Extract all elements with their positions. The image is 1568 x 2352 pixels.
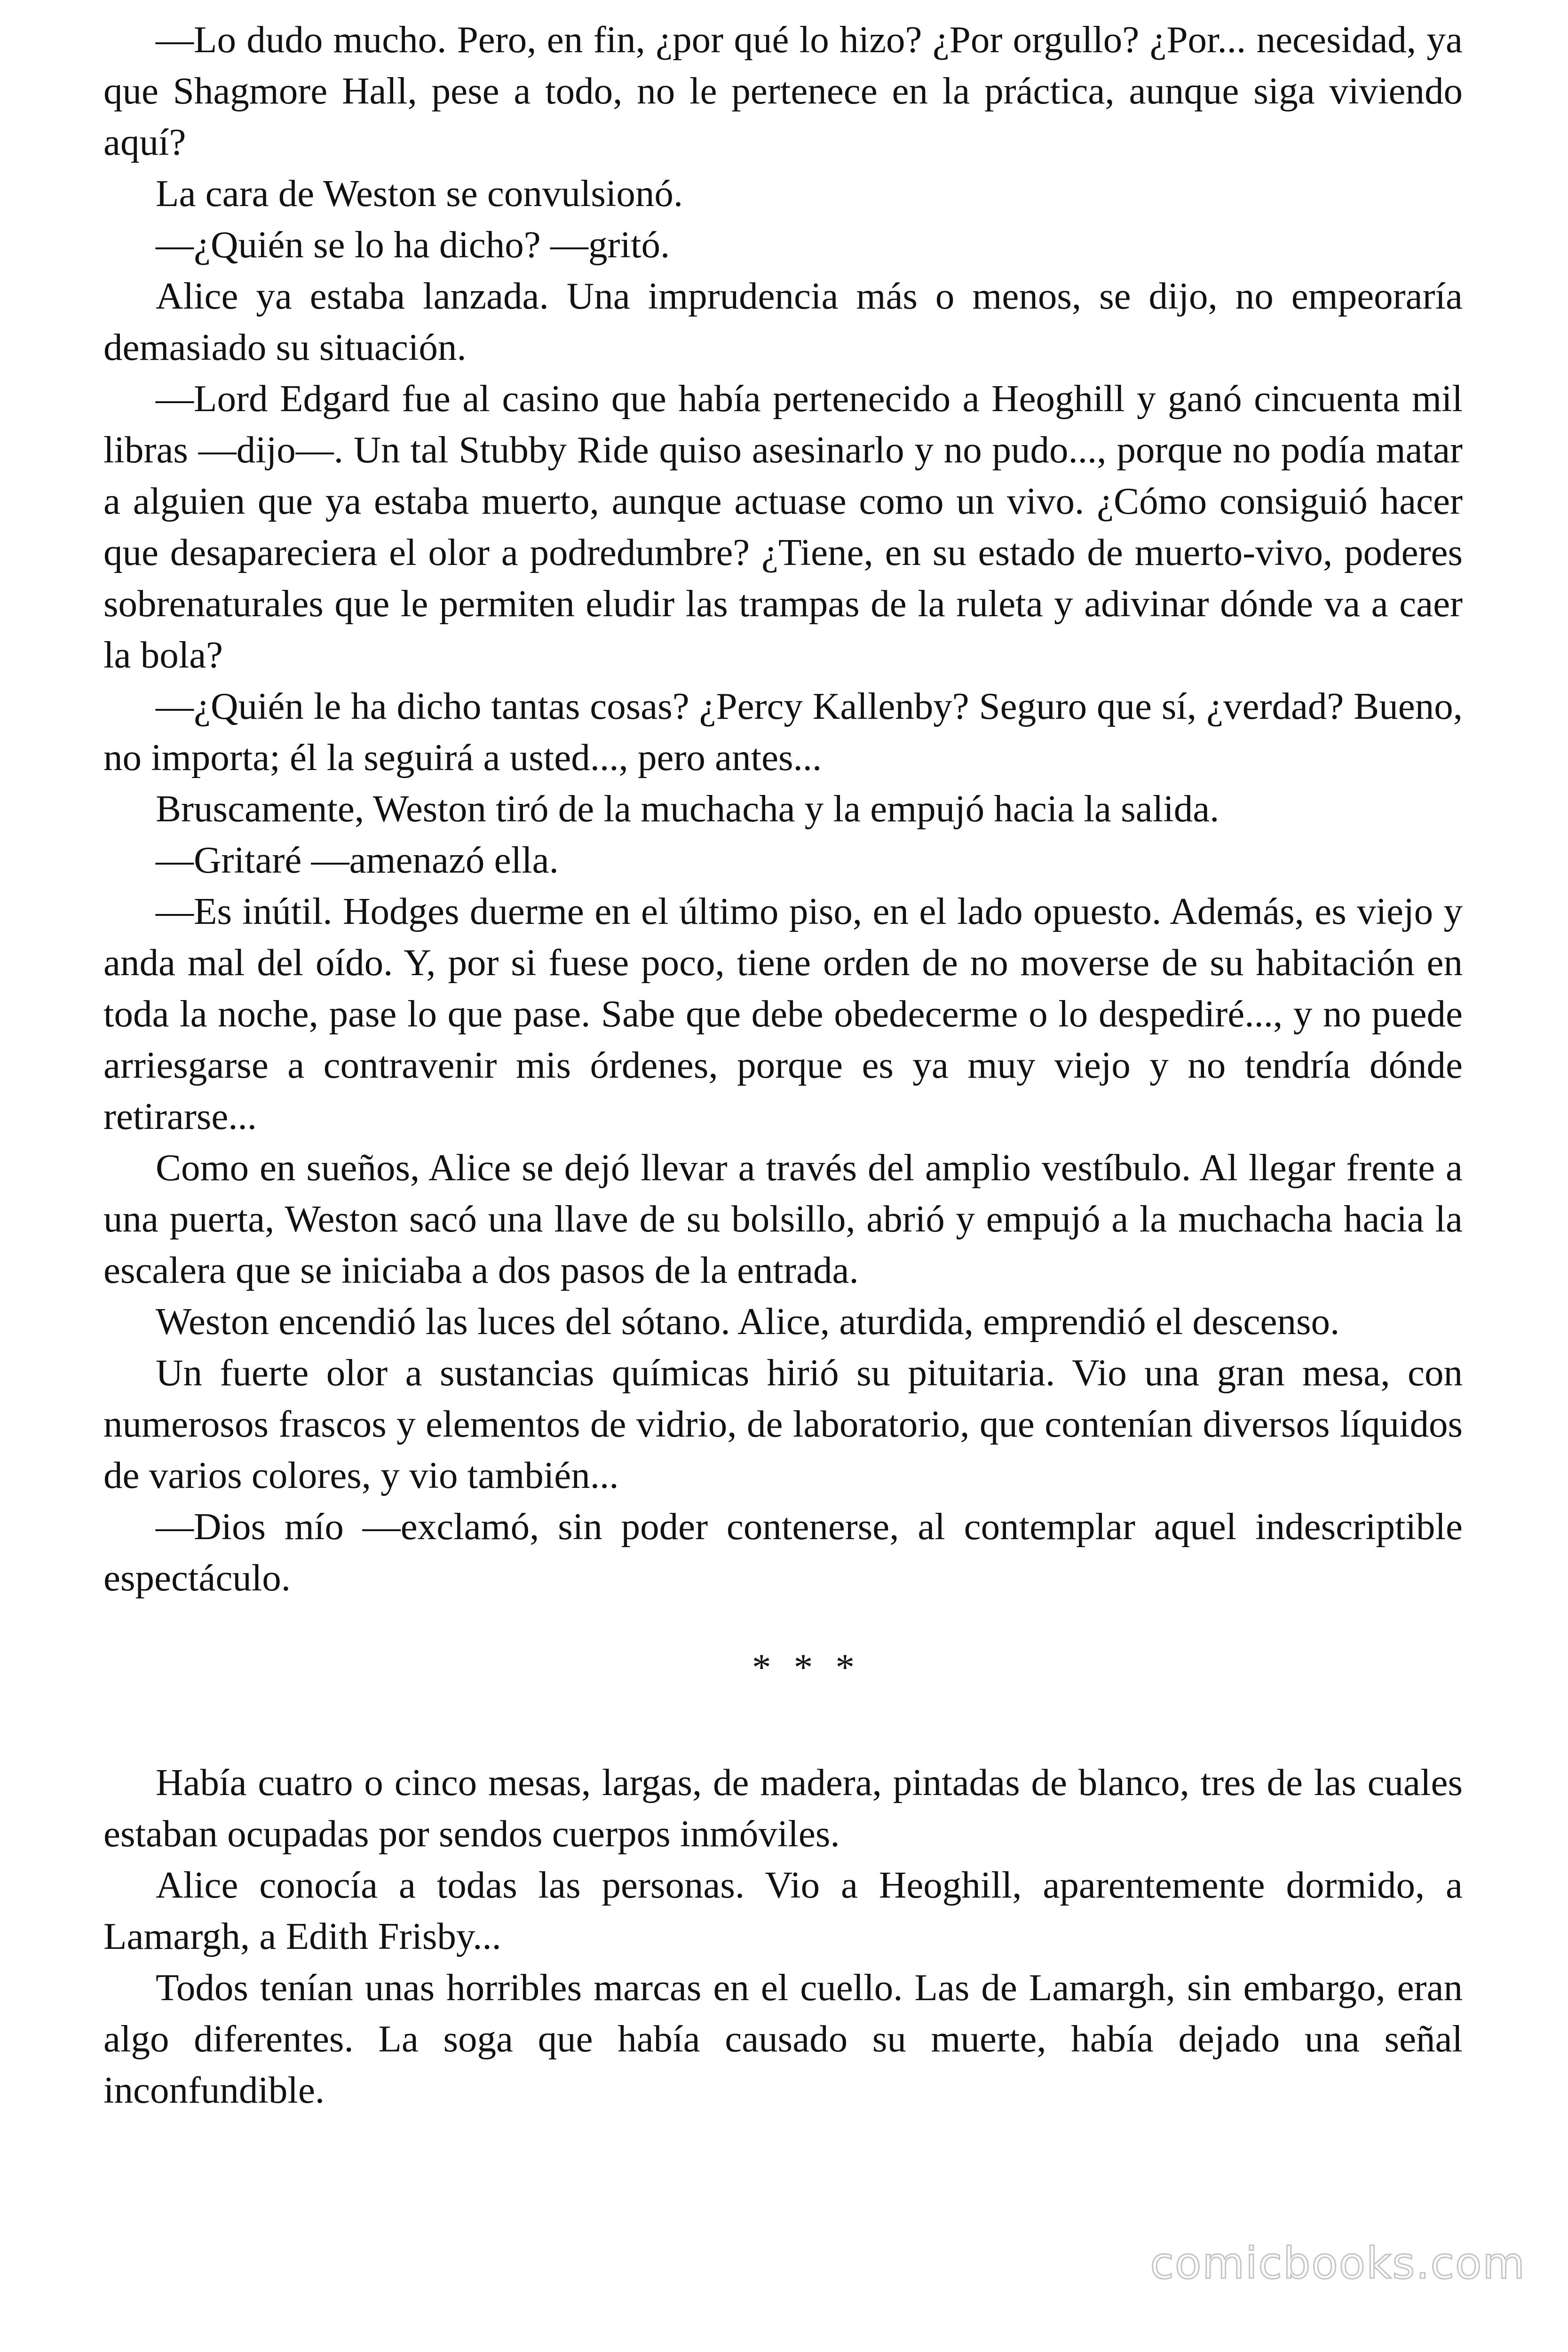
text-block-top bbox=[103, 14, 1463, 1604]
paragraph: —Dios mío —exclamó, sin poder contenerse, al contemplar aquel indescriptible espectáculo. bbox=[103, 1505, 1463, 1599]
paragraph: Alice ya estaba lanzada. Una imprudencia más o menos, se dijo, no empeoraría demasiado su situación. bbox=[103, 275, 1463, 368]
document-page bbox=[103, 14, 1463, 2116]
paragraph: Bruscamente, Weston tiró de la muchacha y la empujó hacia la salida. bbox=[156, 787, 1220, 830]
paragraph: Como en sueños, Alice se dejó llevar a través del amplio vestíbulo. Al llegar frente a una puerta, Weston sacó una llave de su bolsillo, abrió y empujó a la muchacha hacia la escalera que se iniciaba a dos pasos de la entrada. bbox=[103, 1146, 1463, 1291]
text-block-bottom bbox=[103, 1757, 1463, 2116]
section-separator: * * * bbox=[752, 1646, 861, 1688]
paragraph: Weston encendió las luces del sótano. Alice, aturdida, emprendió el descenso. bbox=[156, 1300, 1340, 1343]
paragraph: Un fuerte olor a sustancias químicas hirió su pituitaria. Vio una gran mesa, con numerosos frascos y elementos de vidrio, de laboratorio, que contenían diversos líquidos de varios colores, y vio también... bbox=[103, 1351, 1463, 1496]
paragraph: Todos tenían unas horribles marcas en el cuello. Las de Lamargh, sin embargo, eran algo diferentes. La soga que había causado su muerte, había dejado una señal inconfundible. bbox=[103, 1966, 1463, 2111]
paragraph: —Es inútil. Hodges duerme en el último piso, en el lado opuesto. Además, es viejo y anda mal del oído. Y, por si fuese poco, tiene orden de no moverse de su habitación en toda la noche, pase lo que pase. Sabe que debe obedecerme o lo despediré..., y no puede arriesgarse a contravenir mis órdenes, porque es ya muy viejo y no tendría dónde retirarse... bbox=[103, 890, 1463, 1137]
paragraph: —¿Quién le ha dicho tantas cosas? ¿Percy Kallenby? Seguro que sí, ¿verdad? Bueno, no importa; él la seguirá a usted..., pero antes... bbox=[103, 685, 1463, 779]
paragraph: —Lo dudo mucho. Pero, en fin, ¿por qué lo hizo? ¿Por orgullo? ¿Por... necesidad, ya que Shagmore Hall, pese a todo, no le pertenece en la práctica, aunque siga viviendo aquí? bbox=[103, 18, 1463, 163]
paragraph: —¿Quién se lo ha dicho? —gritó. bbox=[156, 223, 670, 266]
paragraph: —Gritaré —amenazó ella. bbox=[156, 839, 559, 881]
paragraph: Había cuatro o cinco mesas, largas, de madera, pintadas de blanco, tres de las cuales estaban ocupadas por sendos cuerpos inmóviles. bbox=[103, 1761, 1463, 1855]
watermark-logo: comicbooks.com bbox=[1150, 2238, 1526, 2288]
paragraph: —Lord Edgard fue al casino que había pertenecido a Heoghill y ganó cincuenta mil libras —dijo—. Un tal Stubby Ride quiso asesinarlo y no pudo..., porque no podía matar a alguien que ya estaba muerto, aunque actuase como un vivo. ¿Cómo consiguió hacer que desapareciera el olor a podredumbre? ¿Tiene, en su estado de muerto-vivo, poderes sobrenaturales que le permiten eludir las trampas de la ruleta y adivinar dónde va a caer la bola? bbox=[103, 377, 1463, 676]
paragraph: Alice conocía a todas las personas. Vio a Heoghill, aparentemente dormido, a Lamargh, a Edith Frisby... bbox=[103, 1864, 1463, 1957]
paragraph: La cara de Weston se convulsionó. bbox=[156, 172, 683, 215]
